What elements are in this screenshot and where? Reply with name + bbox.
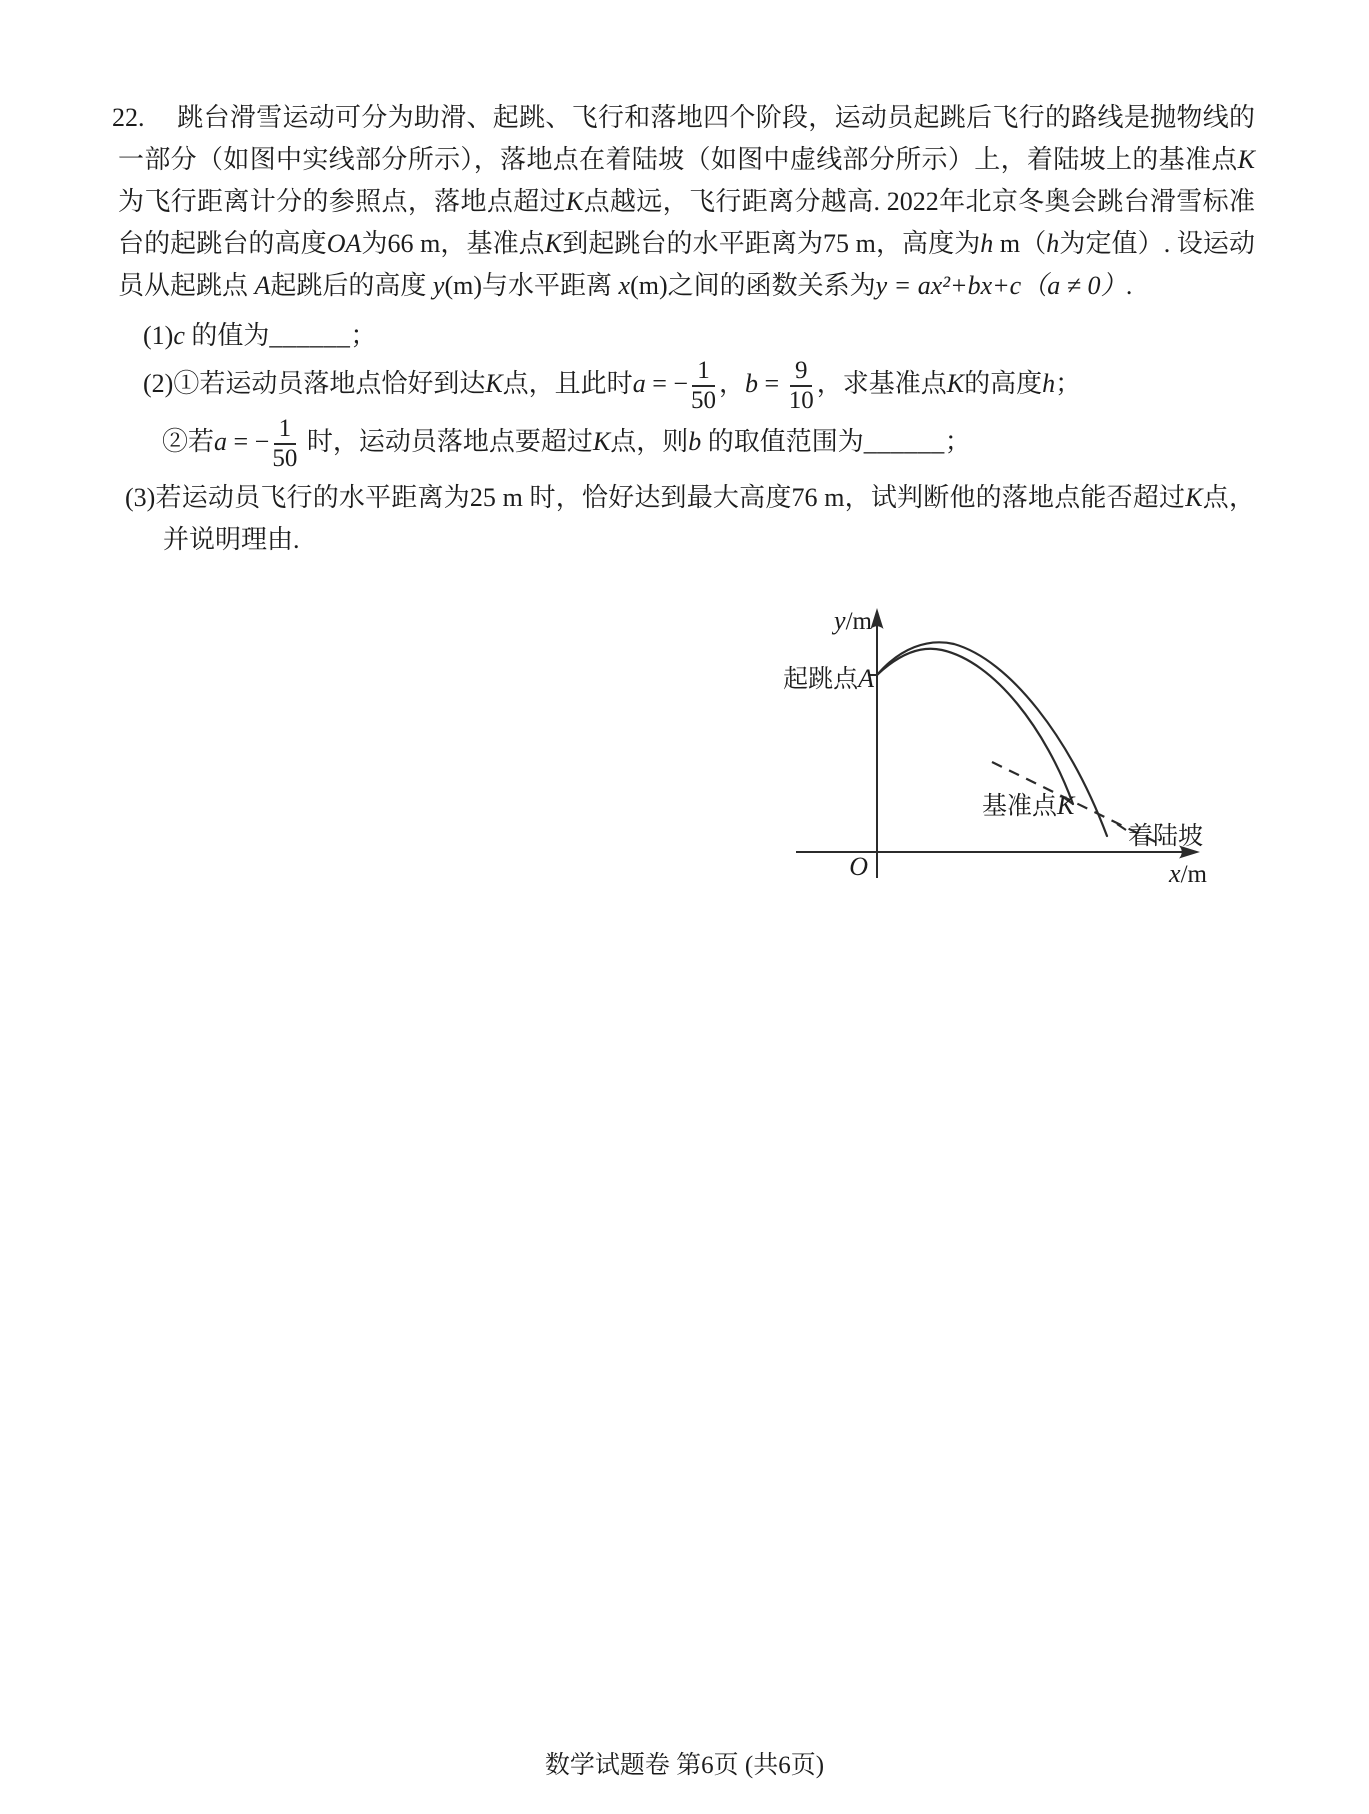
math-var: h — [1042, 368, 1056, 398]
trajectory-figure — [770, 598, 1215, 898]
text-segment: m（ — [993, 229, 1047, 258]
text-segment: 时，运动员落地点要超过 — [300, 426, 593, 456]
answer-blank: ______ — [269, 321, 351, 350]
math-var: K — [565, 187, 584, 216]
text-segment: 点，则 — [610, 426, 689, 456]
fraction-numerator: 1 — [274, 415, 297, 445]
y-axis-label: y/m — [834, 606, 872, 635]
text-segment: ； — [944, 426, 971, 456]
text-segment: ； — [1055, 368, 1082, 398]
math-var: K — [1237, 145, 1255, 174]
math-var: b — [745, 368, 759, 398]
math-var: b — [688, 426, 702, 456]
text-segment: 为定值）. 设运动员从起跳点 — [118, 229, 1255, 300]
text-segment: 的高度 — [964, 368, 1043, 398]
text-segment: = − — [227, 426, 270, 456]
landing-slope-label: 着陆坡 — [1128, 823, 1204, 850]
question-part-2-1 — [143, 357, 1255, 415]
math-var: a — [214, 426, 228, 456]
text-segment: 为飞行距离计分的参照点，落地点超过 — [118, 187, 566, 216]
math-var: c — [173, 321, 185, 350]
page-footer: 数学试题卷 第6页 (共6页) — [544, 1752, 825, 1779]
fraction-numerator: 1 — [692, 357, 715, 387]
text-segment: (3)若运动员飞行的水平距离为25 m 时，恰好达到最大高度76 m，试判断他的落地点能否超过 — [125, 483, 1186, 512]
text-segment: 为66 m，基准点 — [361, 229, 545, 258]
math-var: h — [1046, 229, 1060, 258]
answer-blank: ______ — [863, 426, 945, 456]
fraction-denominator: 50 — [691, 387, 717, 414]
fraction — [272, 415, 297, 473]
text-segment: 点越远，飞行距离分越高. 2022年北京冬奥会跳台滑雪标准台的起跳台的高度 — [118, 187, 1255, 258]
math-var: K — [1185, 483, 1203, 512]
text-segment: 点，且此时 — [502, 368, 633, 398]
question-intro-paragraph — [112, 97, 1255, 307]
reference-point-label: 基准点K — [982, 791, 1075, 820]
text-segment: (2)①若运动员落地点恰好到达 — [143, 368, 486, 398]
math-var: OA — [326, 229, 362, 258]
question-22 — [112, 97, 1255, 561]
math-var: y — [432, 271, 445, 300]
text-segment: (m)与水平距离 — [444, 271, 619, 300]
text-segment: = − — [645, 368, 689, 398]
text-segment: (m)之间的函数关系为 — [630, 271, 876, 300]
math-var: K — [946, 368, 965, 398]
math-var: h — [980, 229, 994, 258]
math-equation: y = ax²+bx+c（a ≠ 0）. — [875, 271, 1133, 300]
text-segment: 的值为 — [184, 321, 270, 350]
math-var: x — [618, 271, 631, 300]
text-segment: 点，并说明理由. — [163, 483, 1255, 554]
question-part-3 — [125, 477, 1255, 561]
text-segment: (1) — [143, 321, 174, 350]
text-segment: ； — [350, 321, 377, 350]
text-segment: ②若 — [162, 426, 215, 456]
text-segment: 跳台滑雪运动可分为助滑、起跳、飞行和落地四个阶段，运动员起跳后飞行的路线是抛物线的一部分（如图中实线部分所示），落地点在着陆坡（如图中虚线部分所示）上，着陆坡上的基准点 — [118, 103, 1255, 174]
text-segment: 到起跳台的水平距离为75 m，高度为 — [562, 229, 981, 258]
fraction-denominator: 50 — [272, 445, 298, 472]
math-var: K — [485, 368, 503, 398]
text-segment: = — [758, 368, 786, 398]
question-part-1 — [143, 315, 1255, 357]
math-var: a — [632, 368, 646, 398]
fraction-denominator: 10 — [788, 387, 814, 414]
math-var: A — [254, 271, 271, 300]
fraction-numerator: 9 — [790, 357, 813, 387]
takeoff-point-label: 起跳点A — [783, 664, 874, 693]
fraction — [691, 357, 716, 415]
text-segment: 的取值范围为 — [701, 426, 864, 456]
text-segment: ， — [719, 368, 746, 398]
question-part-2-2 — [162, 415, 1255, 473]
origin-label: O — [849, 852, 868, 881]
fraction — [789, 357, 814, 415]
text-segment: 起跳后的高度 — [270, 271, 433, 300]
math-var: K — [544, 229, 563, 258]
y-axis-arrow-icon — [871, 608, 884, 629]
question-number: 22. — [112, 103, 145, 132]
x-axis-label: x/m — [1169, 859, 1207, 888]
math-var: K — [592, 426, 611, 456]
text-segment: ，求基准点 — [816, 368, 947, 398]
flight-path-inner-curve — [877, 649, 1073, 804]
